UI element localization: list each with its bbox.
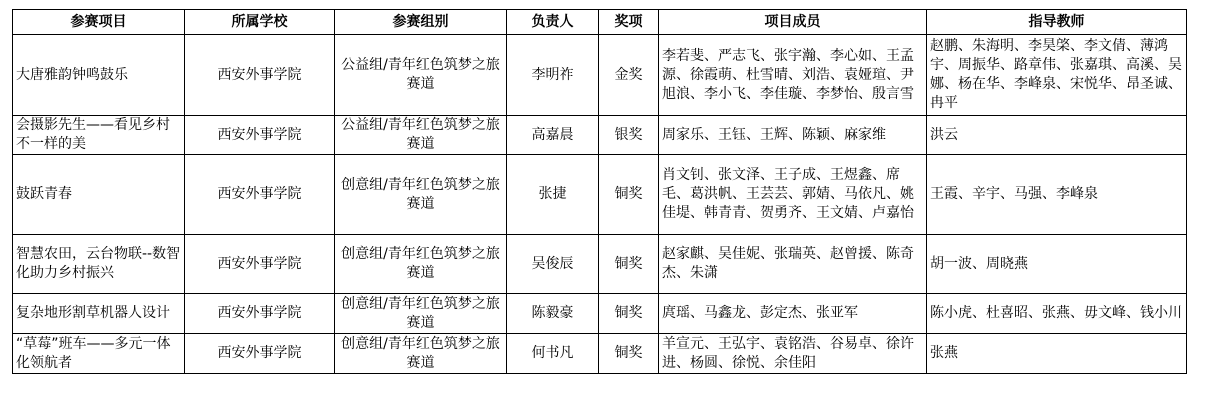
cell-project: 复杂地形割草机器人设计 <box>13 294 185 334</box>
cell-members: 李若斐、严志飞、张宇瀚、李心如、王孟源、徐霞萌、杜雪晴、刘浩、袁娅瑄、尹旭浪、李小飞、李佳璇、李梦怡、殷言雪 <box>659 35 927 116</box>
cell-leader: 李明祚 <box>507 35 599 116</box>
cell-members: 羊宣元、王弘宇、袁铭浩、谷易卓、徐许进、杨圆、徐悦、余佳阳 <box>659 334 927 374</box>
cell-group: 公益组/青年红色筑梦之旅赛道 <box>335 116 507 155</box>
header-group: 参赛组别 <box>335 10 507 35</box>
cell-members: 周家乐、王钰、王辉、陈颖、麻家维 <box>659 116 927 155</box>
cell-group: 创意组/青年红色筑梦之旅赛道 <box>335 155 507 235</box>
cell-award: 铜奖 <box>599 334 659 374</box>
cell-award: 金奖 <box>599 35 659 116</box>
cell-teachers: 洪云 <box>927 116 1187 155</box>
cell-teachers: 胡一波、周晓燕 <box>927 235 1187 294</box>
header-award: 奖项 <box>599 10 659 35</box>
cell-group: 创意组/青年红色筑梦之旅赛道 <box>335 235 507 294</box>
awards-table <box>12 9 1187 374</box>
header-members: 项目成员 <box>659 10 927 35</box>
cell-leader: 陈毅豪 <box>507 294 599 334</box>
awards-table-container <box>12 9 1187 374</box>
header-row <box>13 10 1187 35</box>
table-row <box>13 116 1187 155</box>
cell-school: 西安外事学院 <box>185 334 335 374</box>
cell-teachers: 赵鹏、朱海明、李昊棨、李文倩、薄鸿宇、周振华、路章伟、张嘉琪、高溪、吴娜、杨在华、李峰泉、宋悦华、昂圣诚、冉平 <box>927 35 1187 116</box>
header-school: 所属学校 <box>185 10 335 35</box>
cell-leader: 何书凡 <box>507 334 599 374</box>
table-row <box>13 334 1187 374</box>
cell-leader: 张捷 <box>507 155 599 235</box>
cell-leader: 吴俊辰 <box>507 235 599 294</box>
cell-members: 庹瑶、马鑫龙、彭定杰、张亚军 <box>659 294 927 334</box>
cell-members: 肖文钊、张文泽、王子成、王煜鑫、席毛、葛洪帆、王芸芸、郭婧、马依凡、姚佳堤、韩青青、贺勇齐、王文婧、卢嘉怡 <box>659 155 927 235</box>
cell-project: “草莓”班车——多元一体化领航者 <box>13 334 185 374</box>
cell-school: 西安外事学院 <box>185 155 335 235</box>
table-row <box>13 294 1187 334</box>
cell-teachers: 张燕 <box>927 334 1187 374</box>
cell-school: 西安外事学院 <box>185 235 335 294</box>
cell-school: 西安外事学院 <box>185 116 335 155</box>
table-row <box>13 35 1187 116</box>
cell-members: 赵家麒、吴佳妮、张瑞英、赵曾援、陈奇杰、朱潇 <box>659 235 927 294</box>
cell-award: 银奖 <box>599 116 659 155</box>
cell-school: 西安外事学院 <box>185 294 335 334</box>
cell-award: 铜奖 <box>599 294 659 334</box>
cell-group: 创意组/青年红色筑梦之旅赛道 <box>335 294 507 334</box>
cell-project: 智慧农田，云台物联--数智化助力乡村振兴 <box>13 235 185 294</box>
header-teachers: 指导教师 <box>927 10 1187 35</box>
header-project: 参赛项目 <box>13 10 185 35</box>
cell-group: 公益组/青年红色筑梦之旅赛道 <box>335 35 507 116</box>
cell-school: 西安外事学院 <box>185 35 335 116</box>
cell-project: 鼓跃青春 <box>13 155 185 235</box>
cell-award: 铜奖 <box>599 235 659 294</box>
cell-teachers: 王霞、辛宇、马强、李峰泉 <box>927 155 1187 235</box>
cell-teachers: 陈小虎、杜喜昭、张燕、毋文峰、钱小川 <box>927 294 1187 334</box>
cell-leader: 高嘉晨 <box>507 116 599 155</box>
cell-project: 会摄影先生——看见乡村不一样的美 <box>13 116 185 155</box>
cell-award: 铜奖 <box>599 155 659 235</box>
table-row <box>13 235 1187 294</box>
header-leader: 负责人 <box>507 10 599 35</box>
cell-project: 大唐雅韵钟鸣鼓乐 <box>13 35 185 116</box>
cell-group: 创意组/青年红色筑梦之旅赛道 <box>335 334 507 374</box>
table-row <box>13 155 1187 235</box>
